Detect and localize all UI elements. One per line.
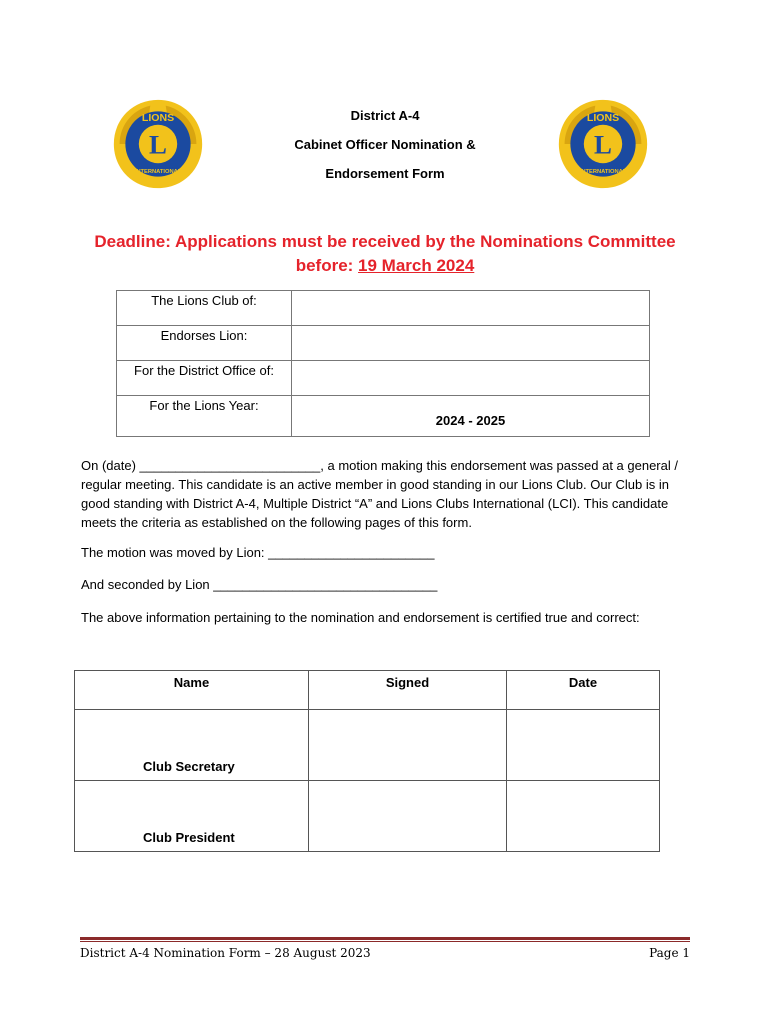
name-header: Name [75, 671, 309, 710]
deadline-date: 19 March 2024 [358, 256, 475, 275]
secretary-signature-cell[interactable] [309, 710, 507, 781]
footer-rule-thin [80, 941, 690, 942]
footer-title: District A-4 Nomination Form – 28 August 2023 [80, 946, 371, 960]
endorses-field[interactable] [292, 326, 650, 361]
club-label: The Lions Club of: [117, 291, 292, 326]
deadline-notice [40, 230, 730, 278]
lions-logo-right [555, 96, 651, 192]
lions-logo-left [110, 96, 206, 192]
district-title: District A-4 [350, 108, 420, 123]
club-secretary-label: Club Secretary [75, 710, 309, 781]
deadline-date-line [40, 254, 730, 278]
endorses-label: Endorses Lion: [117, 326, 292, 361]
table-row [75, 781, 660, 852]
signed-header: Signed [309, 671, 507, 710]
table-row [117, 396, 650, 437]
table-row [75, 710, 660, 781]
table-header-row [75, 671, 660, 710]
office-field[interactable] [292, 361, 650, 396]
office-label: For the District Office of: [117, 361, 292, 396]
form-title-line1: Cabinet Officer Nomination & [294, 137, 476, 152]
table-row [117, 291, 650, 326]
signature-table [74, 670, 660, 852]
president-date-cell[interactable] [507, 781, 660, 852]
svg-text:LIONS: LIONS [586, 111, 620, 124]
table-row [117, 326, 650, 361]
table-row [117, 361, 650, 396]
nomination-info-table [116, 290, 650, 437]
secretary-date-cell[interactable] [507, 710, 660, 781]
club-field[interactable] [292, 291, 650, 326]
year-label: For the Lions Year: [117, 396, 292, 437]
svg-text:INTERNATIONAL: INTERNATIONAL [579, 168, 627, 175]
svg-text:INTERNATIONAL: INTERNATIONAL [134, 168, 182, 175]
svg-text:L: L [149, 129, 167, 160]
certified-statement: The above information pertaining to the nomination and endorsement is certified true and correct: [81, 610, 640, 625]
year-field[interactable]: 2024 - 2025 [292, 396, 650, 437]
club-president-label: Club President [75, 781, 309, 852]
footer-rule [80, 937, 690, 940]
svg-text:LIONS: LIONS [141, 111, 175, 124]
endorsement-paragraph: On (date) _________________________, a motion making this endorsement was passed at a general / regular meeting. This candidate is an active member in good standing in our Lions Club. Our Club is in good standing with District A-4, Multiple District “A” and Lions Clubs International (LCI). This candidate meets the criteria as established on the following pages of this form. [81, 458, 678, 530]
page-number: Page 1 [649, 946, 690, 960]
moved-by-line: The motion was moved by Lion: _______________________ [81, 545, 435, 560]
form-header [235, 108, 535, 195]
svg-text:L: L [594, 129, 612, 160]
deadline-before: before: [295, 256, 354, 275]
seconded-by-line: And seconded by Lion _______________________________ [81, 577, 438, 592]
form-title-line2: Endorsement Form [325, 166, 445, 181]
date-header: Date [507, 671, 660, 710]
president-signature-cell[interactable] [309, 781, 507, 852]
deadline-text: Deadline: Applications must be received by the Nominations Committee [94, 232, 676, 251]
page-footer [80, 946, 690, 960]
